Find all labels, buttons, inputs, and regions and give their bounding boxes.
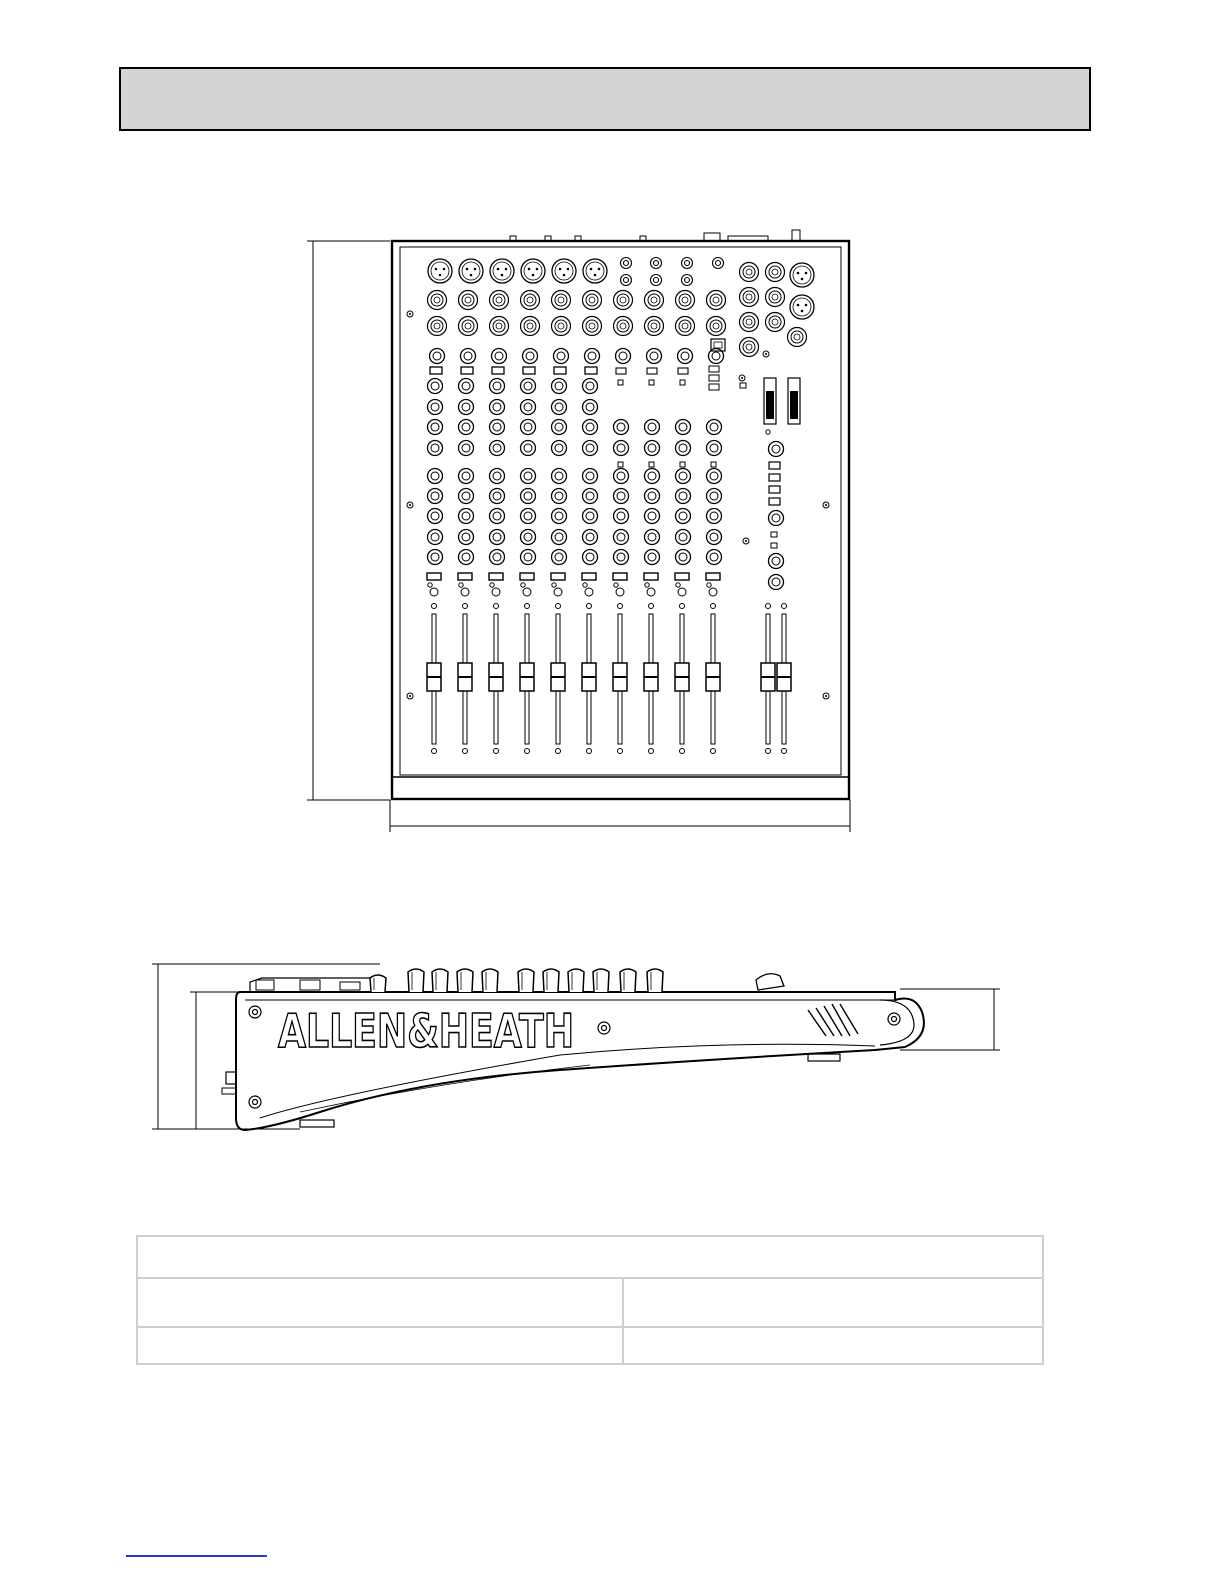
channel-knob[interactable]: [707, 489, 722, 504]
side-knob: [543, 969, 559, 992]
fader-screw: [463, 749, 468, 754]
channel-knob[interactable]: [614, 509, 629, 524]
channel-strip: [489, 349, 507, 754]
channel-knob[interactable]: [428, 489, 443, 504]
mute-switch[interactable]: [706, 573, 720, 580]
channel-knob[interactable]: [645, 509, 660, 524]
switch[interactable]: [709, 384, 719, 390]
channel-knob[interactable]: [676, 469, 691, 484]
pfl-button[interactable]: [523, 588, 531, 596]
channel-knob[interactable]: [614, 550, 629, 565]
gain-knob[interactable]: [647, 349, 662, 364]
indicator: [649, 380, 654, 385]
channel-strip: [520, 349, 538, 754]
gain-knob[interactable]: [492, 349, 507, 364]
channel-knob[interactable]: [521, 420, 536, 435]
side-knob: [457, 969, 473, 992]
channel-knob[interactable]: [428, 420, 443, 435]
mute-switch[interactable]: [427, 573, 441, 580]
fader-screw: [711, 604, 716, 609]
footer-link[interactable]: [126, 1555, 267, 1557]
line-switch[interactable]: [616, 368, 626, 374]
pfl-button[interactable]: [678, 588, 686, 596]
channel-knob[interactable]: [552, 550, 567, 565]
channel-strip: [582, 349, 600, 754]
switch[interactable]: [709, 375, 719, 381]
fader-screw: [766, 749, 771, 754]
mute-switch[interactable]: [644, 573, 658, 580]
mute-switch[interactable]: [458, 573, 472, 580]
channel-knob[interactable]: [490, 489, 505, 504]
channel-knob[interactable]: [583, 420, 598, 435]
hpf-knob[interactable]: [521, 379, 536, 394]
pfl-button[interactable]: [461, 588, 469, 596]
pfl-led: [521, 583, 525, 587]
channel-knob[interactable]: [583, 469, 598, 484]
side-knob: [568, 969, 584, 992]
pfl-button[interactable]: [709, 588, 717, 596]
channel-knob[interactable]: [459, 489, 474, 504]
channel-knob[interactable]: [614, 441, 629, 456]
mute-switch[interactable]: [613, 573, 627, 580]
top-view-drawing: [307, 230, 850, 832]
fader-screw: [649, 749, 654, 754]
channel-knob[interactable]: [583, 441, 598, 456]
channel-knob[interactable]: [583, 530, 598, 545]
channel-knob[interactable]: [614, 420, 629, 435]
side-knob: [518, 969, 534, 992]
pfl-led: [583, 583, 587, 587]
fader-screw: [432, 749, 437, 754]
channel-strip: [427, 349, 445, 754]
channel-strip: [458, 349, 476, 754]
pfl-led: [428, 583, 432, 587]
hpf-knob[interactable]: [459, 379, 474, 394]
gain-knob[interactable]: [523, 349, 538, 364]
channel-knob[interactable]: [583, 550, 598, 565]
channel-knob[interactable]: [645, 469, 660, 484]
fader-screw: [494, 749, 499, 754]
switch[interactable]: [709, 366, 719, 372]
fader-screw: [525, 749, 530, 754]
fader-screw: [556, 749, 561, 754]
channel-knob[interactable]: [552, 441, 567, 456]
channel-knob[interactable]: [521, 469, 536, 484]
pfl-button[interactable]: [554, 588, 562, 596]
fader-screw: [782, 604, 787, 609]
pfl-led: [614, 583, 618, 587]
pfl-button[interactable]: [492, 588, 500, 596]
channel-knob[interactable]: [707, 469, 722, 484]
channel-knob[interactable]: [428, 400, 443, 415]
channel-knob[interactable]: [428, 509, 443, 524]
channel-knob[interactable]: [490, 400, 505, 415]
gain-knob[interactable]: [430, 349, 445, 364]
channel-strip: [706, 349, 724, 754]
channel-strips: [427, 349, 724, 754]
channel-knob[interactable]: [676, 530, 691, 545]
fader-screw: [618, 749, 623, 754]
phantom-switch[interactable]: [430, 367, 442, 374]
channel-knob[interactable]: [552, 400, 567, 415]
table-cell-right: [624, 1328, 1042, 1363]
table-row: [138, 1328, 1042, 1363]
gain-knob[interactable]: [678, 349, 693, 364]
mute-switch[interactable]: [489, 573, 503, 580]
pfl-led: [676, 583, 680, 587]
pfl-led: [707, 583, 711, 587]
table-cell-left: [138, 1328, 624, 1363]
fader-screw: [463, 604, 468, 609]
channel-knob[interactable]: [614, 530, 629, 545]
pfl-button[interactable]: [430, 588, 438, 596]
channel-knob[interactable]: [428, 550, 443, 565]
channel-knob[interactable]: [676, 420, 691, 435]
channel-knob[interactable]: [459, 509, 474, 524]
channel-knob[interactable]: [521, 489, 536, 504]
channel-knob[interactable]: [614, 489, 629, 504]
channel-strip: [613, 349, 631, 754]
fader-screw: [525, 604, 530, 609]
channel-knob[interactable]: [428, 441, 443, 456]
channel-knob[interactable]: [645, 489, 660, 504]
mute-switch[interactable]: [520, 573, 534, 580]
fader-screw: [766, 604, 771, 609]
fader-screw: [587, 604, 592, 609]
channel-knob[interactable]: [552, 530, 567, 545]
pfl-button[interactable]: [647, 588, 655, 596]
channel-knob[interactable]: [428, 469, 443, 484]
indicator: [618, 462, 623, 467]
channel-knob[interactable]: [459, 469, 474, 484]
pfl-led: [490, 583, 494, 587]
brand-logo-text: ALLEN&HEATH: [278, 1004, 574, 1058]
mute-switch[interactable]: [582, 573, 596, 580]
side-knob: [408, 969, 424, 992]
channel-knob[interactable]: [676, 489, 691, 504]
phantom-switch[interactable]: [492, 367, 504, 374]
phantom-switch[interactable]: [585, 367, 597, 374]
fader-screw: [556, 604, 561, 609]
channel-knob[interactable]: [521, 550, 536, 565]
table-cell-left: [138, 1279, 624, 1326]
table-header-row: [138, 1237, 1042, 1279]
phantom-switch[interactable]: [523, 367, 535, 374]
channel-knob[interactable]: [645, 420, 660, 435]
gain-knob[interactable]: [554, 349, 569, 364]
hpf-knob[interactable]: [552, 379, 567, 394]
pfl-button[interactable]: [585, 588, 593, 596]
line-switch[interactable]: [678, 368, 688, 374]
fader-screw: [711, 749, 716, 754]
mute-switch[interactable]: [551, 573, 565, 580]
hpf-knob[interactable]: [490, 379, 505, 394]
table-row: [138, 1279, 1042, 1328]
channel-knob[interactable]: [521, 509, 536, 524]
master-section: [740, 378, 800, 590]
channel-knob[interactable]: [490, 420, 505, 435]
side-knob: [647, 969, 663, 992]
phantom-switch[interactable]: [554, 367, 566, 374]
hpf-knob[interactable]: [428, 379, 443, 394]
side-knob: [482, 969, 498, 992]
indicator: [618, 380, 623, 385]
channel-knob[interactable]: [490, 530, 505, 545]
table-header-cell: [138, 1237, 1042, 1277]
channel-knob[interactable]: [459, 400, 474, 415]
indicator: [649, 462, 654, 467]
indicator: [680, 380, 685, 385]
master-faders: [761, 604, 791, 754]
channel-knob[interactable]: [490, 509, 505, 524]
channel-strip: [675, 349, 693, 754]
channel-knob[interactable]: [459, 530, 474, 545]
pfl-led: [459, 583, 463, 587]
fader-screw: [649, 604, 654, 609]
indicator: [711, 462, 716, 467]
phantom-switch[interactable]: [461, 367, 473, 374]
side-view-drawing: [152, 964, 1000, 1130]
pfl-led: [552, 583, 556, 587]
gain-knob[interactable]: [616, 349, 631, 364]
mute-switch[interactable]: [675, 573, 689, 580]
channel-knob[interactable]: [552, 509, 567, 524]
channel-knob[interactable]: [552, 420, 567, 435]
channel-knob[interactable]: [707, 530, 722, 545]
line-switch[interactable]: [647, 368, 657, 374]
channel-knob[interactable]: [459, 441, 474, 456]
channel-knob[interactable]: [676, 509, 691, 524]
dimensions-table: [136, 1235, 1044, 1365]
side-knob: [432, 969, 448, 992]
channel-knob[interactable]: [552, 489, 567, 504]
channel-knob[interactable]: [583, 509, 598, 524]
side-knobs: [370, 969, 663, 992]
indicator: [680, 462, 685, 467]
channel-knob[interactable]: [707, 441, 722, 456]
channel-knob[interactable]: [707, 509, 722, 524]
channel-knob[interactable]: [645, 441, 660, 456]
fader-screw: [587, 749, 592, 754]
gain-knob[interactable]: [585, 349, 600, 364]
channel-knob[interactable]: [490, 550, 505, 565]
channel-knob[interactable]: [707, 420, 722, 435]
channel-strip: [551, 349, 569, 754]
channel-knob[interactable]: [521, 530, 536, 545]
side-knob: [593, 969, 609, 992]
channel-knob[interactable]: [521, 441, 536, 456]
channel-knob[interactable]: [490, 441, 505, 456]
channel-knob[interactable]: [552, 469, 567, 484]
fader-screw: [432, 604, 437, 609]
fader-screw: [494, 604, 499, 609]
channel-knob[interactable]: [676, 441, 691, 456]
side-knob: [620, 969, 636, 992]
hpf-knob[interactable]: [583, 379, 598, 394]
channel-knob[interactable]: [521, 400, 536, 415]
fader-screw: [782, 749, 787, 754]
channel-knob[interactable]: [583, 489, 598, 504]
channel-knob[interactable]: [459, 550, 474, 565]
side-knob: [370, 975, 386, 992]
channel-knob[interactable]: [707, 550, 722, 565]
gain-knob[interactable]: [461, 349, 476, 364]
pfl-led: [645, 583, 649, 587]
channel-strip: [644, 349, 662, 754]
channel-knob[interactable]: [645, 550, 660, 565]
channel-knob[interactable]: [645, 530, 660, 545]
channel-knob[interactable]: [459, 420, 474, 435]
table-cell-right: [624, 1279, 1042, 1326]
pfl-button[interactable]: [616, 588, 624, 596]
fader-screw: [618, 604, 623, 609]
fader-screw: [680, 604, 685, 609]
channel-knob[interactable]: [428, 530, 443, 545]
channel-knob[interactable]: [676, 550, 691, 565]
channel-knob[interactable]: [490, 469, 505, 484]
channel-knob[interactable]: [614, 469, 629, 484]
channel-knob[interactable]: [583, 400, 598, 415]
fader-screw: [680, 749, 685, 754]
